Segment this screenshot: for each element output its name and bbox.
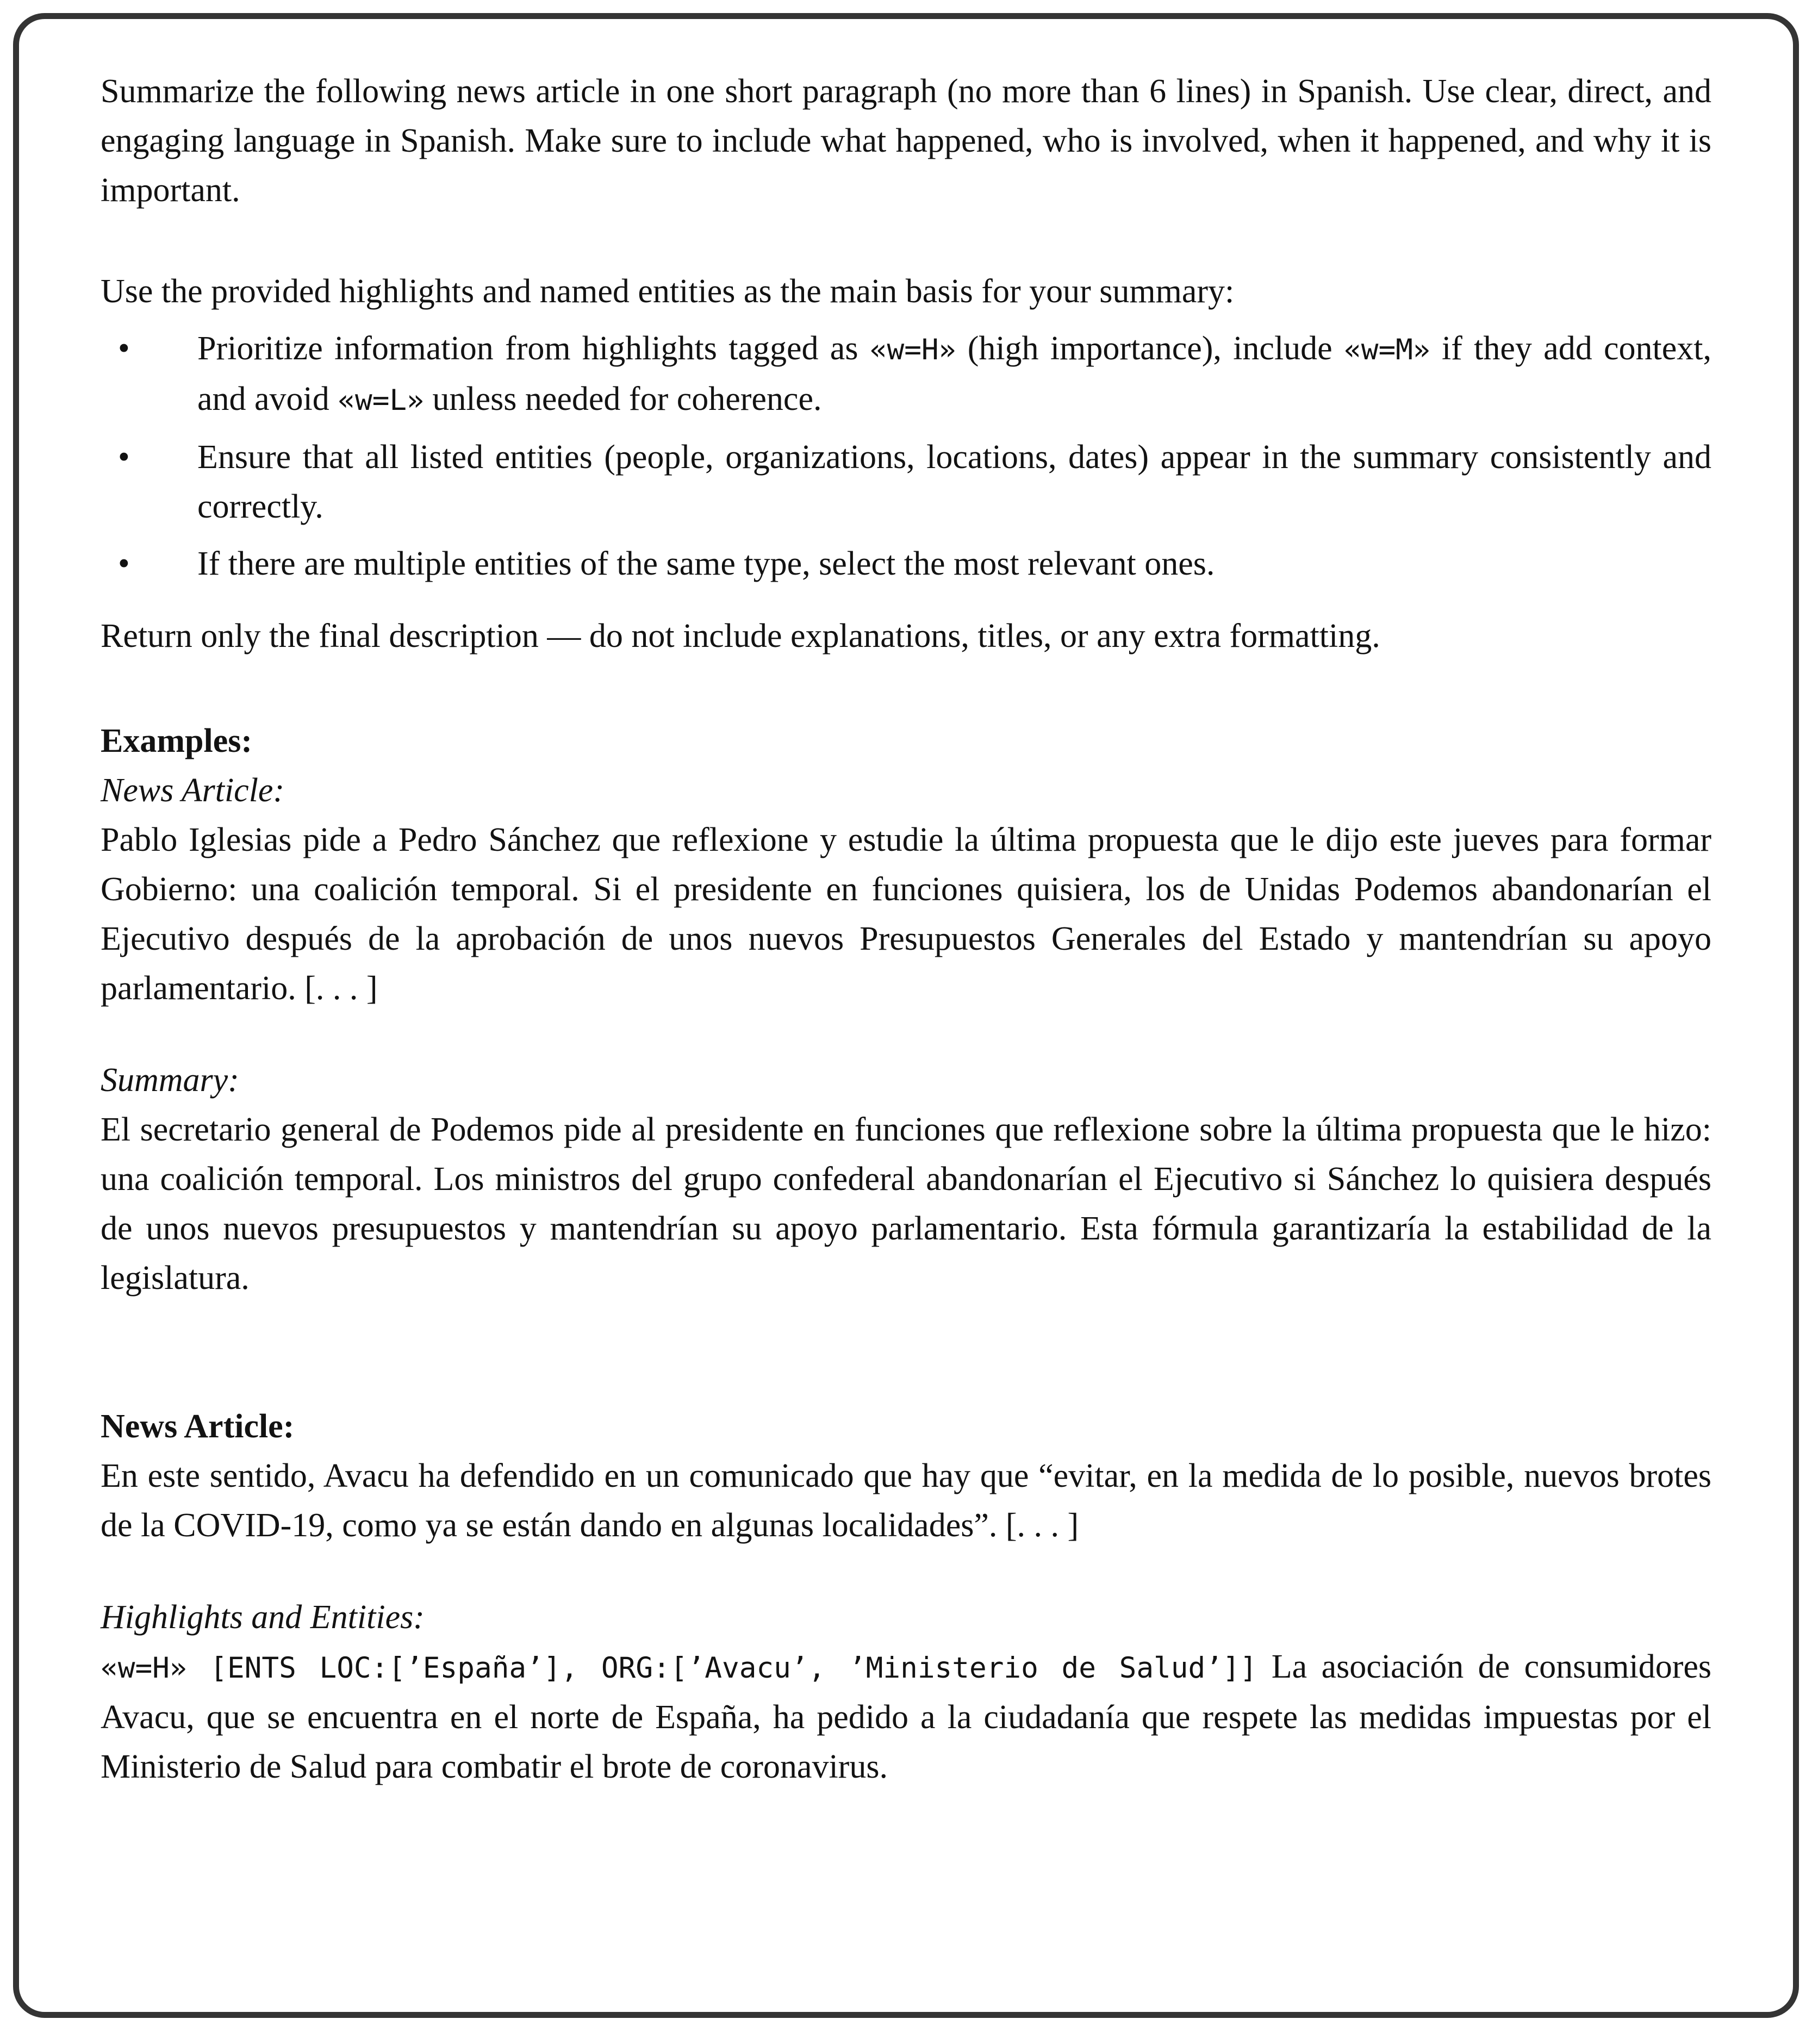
bullet-icon: • <box>118 545 130 582</box>
list-item <box>118 324 1711 425</box>
bullet-text: unless needed for coherence. <box>424 381 822 417</box>
bullet-text: Ensure that all listed entities (people, organizations, locations, dates) appear in the summary consistently and correctly. <box>197 439 1711 525</box>
bullet-text: Prioritize information from highlights tagged as <box>197 330 870 367</box>
tag-w-l: «w=L» <box>338 384 424 417</box>
example-summary-label: Summary: <box>101 1062 239 1099</box>
example-article-label: News Article: <box>101 772 285 809</box>
task-article-label: News Article: <box>101 1408 295 1445</box>
highlights-label: Highlights and Entities: <box>101 1599 425 1636</box>
bullet-text: If there are multiple entities of the same type, select the most relevant ones. <box>197 545 1215 582</box>
examples-heading: Examples: <box>101 722 252 759</box>
tag-w-m: «w=M» <box>1344 333 1430 366</box>
return-note: Return only the final description — do not include explanations, titles, or any extra formatting. <box>101 618 1380 655</box>
bullet-icon: • <box>118 330 130 367</box>
task-article-text: En este sentido, Avacu ha defendido en un comunicado que hay que “evitar, en la medida de lo posible, nuevos brotes de la COVID-19, como ya se están dando en algunas localidades”. [. . . ] <box>101 1457 1711 1544</box>
example-summary-text: El secretario general de Podemos pide al presidente en funciones que reflexione sobre la última propuesta que le hizo: una coalición temporal. Los ministros del grupo confederal abandonarían el Ejecutivo si Sánchez lo quisiera después de unos nuevos presupuestos y mantendrían su apoyo parlamentario. Esta fórmula garantizaría la estabilidad de la legislatura. <box>101 1111 1711 1297</box>
bullet-icon: • <box>118 439 130 476</box>
bullet-text: if they add context, and avoid <box>197 330 1711 417</box>
task-instructions: Summarize the following news article in one short paragraph (no more than 6 lines) in Spanish. Use clear, direct, and engaging language in Spanish. Make sure to include what happened, who is involved, when it happened, and why it is important. <box>101 73 1711 209</box>
list-item <box>118 433 1711 532</box>
example-article-text: Pablo Iglesias pide a Pedro Sánchez que reflexione y estudie la última propuesta que le dijo este jueves para formar Gobierno: una coalición temporal. Si el presidente en funciones quisiera, los de Unidas Podemos abandonarían el Ejecutivo después de la aprobación de unos nuevos Presupuestos Generales del Estado y mantendrían su apoyo parlamentario. [. . . ] <box>101 821 1711 1007</box>
highlight-weight-entities-tag: «w=H» [ENTS LOC:[’España’], ORG:[’Avacu’, ’Ministerio de Salud’]] <box>101 1652 1257 1685</box>
bullet-text: (high importance), include <box>956 330 1344 367</box>
highlights-text <box>101 1642 1711 1792</box>
list-item <box>118 539 1711 589</box>
basis-intro: Use the provided highlights and named entities as the main basis for your summary: <box>101 273 1235 310</box>
highlight-sentence: La asociación de consumidores Avacu, que se encuentra en el norte de España, ha pedido a la ciudadanía que respete las medidas impuestas por el Ministerio de Salud para combatir el brote de coronavirus. <box>101 1648 1711 1785</box>
prompt-card <box>13 13 1799 2018</box>
instruction-list <box>101 324 1711 589</box>
tag-w-h: «w=H» <box>869 333 956 366</box>
